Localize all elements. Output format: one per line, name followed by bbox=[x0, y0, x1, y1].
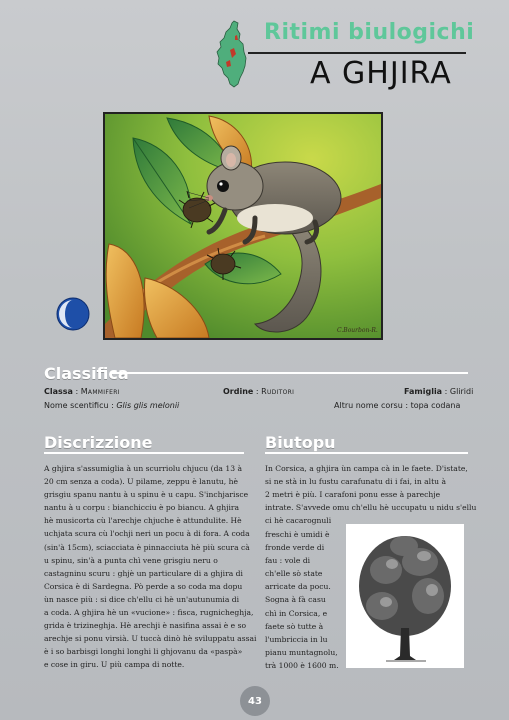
biutopu-line: chì in Corsica, e bbox=[265, 608, 328, 618]
discrizzione-heading: Discrizzione bbox=[44, 433, 153, 452]
ordine-row: Ordine : Ruditori bbox=[223, 387, 295, 396]
classifica-heading: Classifica bbox=[44, 364, 129, 383]
classa-label: Classa bbox=[44, 387, 73, 396]
discrizzione-text bbox=[44, 462, 257, 672]
biutopu-line: si ne stà in lu fustu carafunatu di i fai, in altu à bbox=[265, 477, 446, 487]
classa-row: Classa : Mammiferi bbox=[44, 387, 120, 396]
biutopu-line: trà 1000 è 1600 m. bbox=[265, 660, 339, 670]
classa-value: Mammiferi bbox=[80, 387, 120, 396]
discrizzione-line: u spinu, sin'à a punta chì vene grisgiu neru o bbox=[44, 555, 218, 565]
discrizzione-line: grisgiu spanu nantu à u spinu è u capu. S'inchjarisce bbox=[44, 490, 249, 500]
biutopu-line: ch'elle sò state bbox=[265, 569, 323, 579]
series-title: Ritimi biulogichi bbox=[264, 20, 475, 45]
discrizzione-line: arechje si ponu virsià. U tuccà dinò hè sviluppatu assai bbox=[44, 634, 257, 644]
discrizzione-line: A ghjira s'assumiglia à un scurriolu chjucu (da 13 à bbox=[44, 464, 242, 473]
altru-value: topa codana bbox=[410, 401, 461, 410]
artist-signature: C.Bourbon-R. bbox=[337, 327, 378, 334]
biutopu-line: l'umbriccia in lu bbox=[265, 634, 328, 644]
ordine-value: Ruditori bbox=[261, 387, 295, 396]
biutopu-heading: Biutopu bbox=[265, 433, 336, 452]
biutopu-text bbox=[265, 462, 477, 527]
moon-phase-icon bbox=[56, 297, 90, 331]
ordine-label: Ordine bbox=[223, 387, 254, 396]
discrizzione-line: nantu à u corpu : bianchicciu è po biancu. A ghjira bbox=[44, 503, 240, 513]
biutopu-line: fronde verde di bbox=[265, 543, 325, 553]
discrizzione-line: castagninu scuru : ghjè un particulare di a ghjira di bbox=[44, 568, 243, 578]
biutopu-line: 2 metri è più. I carafoni ponu esse à parechje bbox=[265, 490, 441, 500]
biutopu-line: fau : vole di bbox=[265, 556, 311, 566]
biutopu-line: In Corsica, a ghjira ùn campa cà in le faete. D'istate, bbox=[265, 464, 468, 473]
biutopu-line: pianu muntagnolu, bbox=[265, 647, 338, 657]
discrizzione-line: (sin'à 15cm), sciacciata è pinnacciuta hè più scura cà bbox=[44, 542, 250, 552]
discrizzione-line: 20 cm senza a coda). U pilame, zeppu è lanutu, hè bbox=[44, 477, 239, 487]
nome-label: Nome scentificu bbox=[44, 401, 109, 410]
altru-label: Altru nome corsu bbox=[334, 401, 403, 410]
corsica-map-icon bbox=[216, 20, 248, 88]
dormouse-illustration bbox=[103, 112, 383, 340]
biutopu-line: faete sò tutte à bbox=[265, 621, 324, 631]
biutopu-line: Sogna à fà casu bbox=[265, 595, 326, 605]
biutopu-line: ci hè cacarognuli bbox=[265, 516, 332, 526]
famiglia-value: Gliridi bbox=[449, 387, 474, 396]
page-number: 43 bbox=[240, 686, 270, 716]
discrizzione-line: è i so barbisgi longhi longhi li ghjovanu da «paspà» bbox=[44, 647, 243, 657]
beech-tree-illustration bbox=[346, 524, 464, 668]
discrizzione-line: uchjata scura cù l'ochji neri un pocu à di fora. A coda bbox=[44, 529, 250, 539]
biutopu-line: arricate da pocu. bbox=[265, 582, 331, 592]
discrizzione-line: grida è trizineghja. Hè arechji è nasifina assai è e so bbox=[44, 621, 247, 631]
biutopu-line: intrate. S'avvede omu ch'ellu hè uccupatu u nidu s'ellu bbox=[265, 503, 477, 513]
nome-row: Nome scentificu : Glis glis melonii bbox=[44, 401, 180, 410]
header-divider bbox=[248, 52, 466, 54]
discrizzione-line: ùn nasce più : si dice ch'ellu ci hè un'autunumia di bbox=[44, 594, 240, 604]
famiglia-row: Famiglia : Gliridi bbox=[404, 387, 474, 396]
altru-nome-row: Altru nome corsu : topa codana bbox=[334, 401, 461, 410]
biutopu-text-continued bbox=[265, 528, 341, 672]
discrizzione-line: hè musicorta cù l'arechje chjuche è attundulite. Hè bbox=[44, 516, 242, 526]
biutopu-line: freschi è umidi è bbox=[265, 530, 330, 539]
discrizzione-line: e cose in giru. U più campa di notte. bbox=[44, 660, 185, 670]
nome-value: Glis glis melonii bbox=[116, 401, 180, 410]
famiglia-label: Famiglia bbox=[404, 387, 443, 396]
classifica-rule bbox=[112, 372, 468, 386]
discrizzione-line: Corsica è di Sardegna. Pò perde a so coda ma dopu bbox=[44, 581, 243, 591]
discrizzione-line: a coda. A ghjira hè un «vucione» : fisca, rugnicheghja, bbox=[44, 608, 254, 618]
page-title: A GHJIRA bbox=[310, 56, 452, 91]
